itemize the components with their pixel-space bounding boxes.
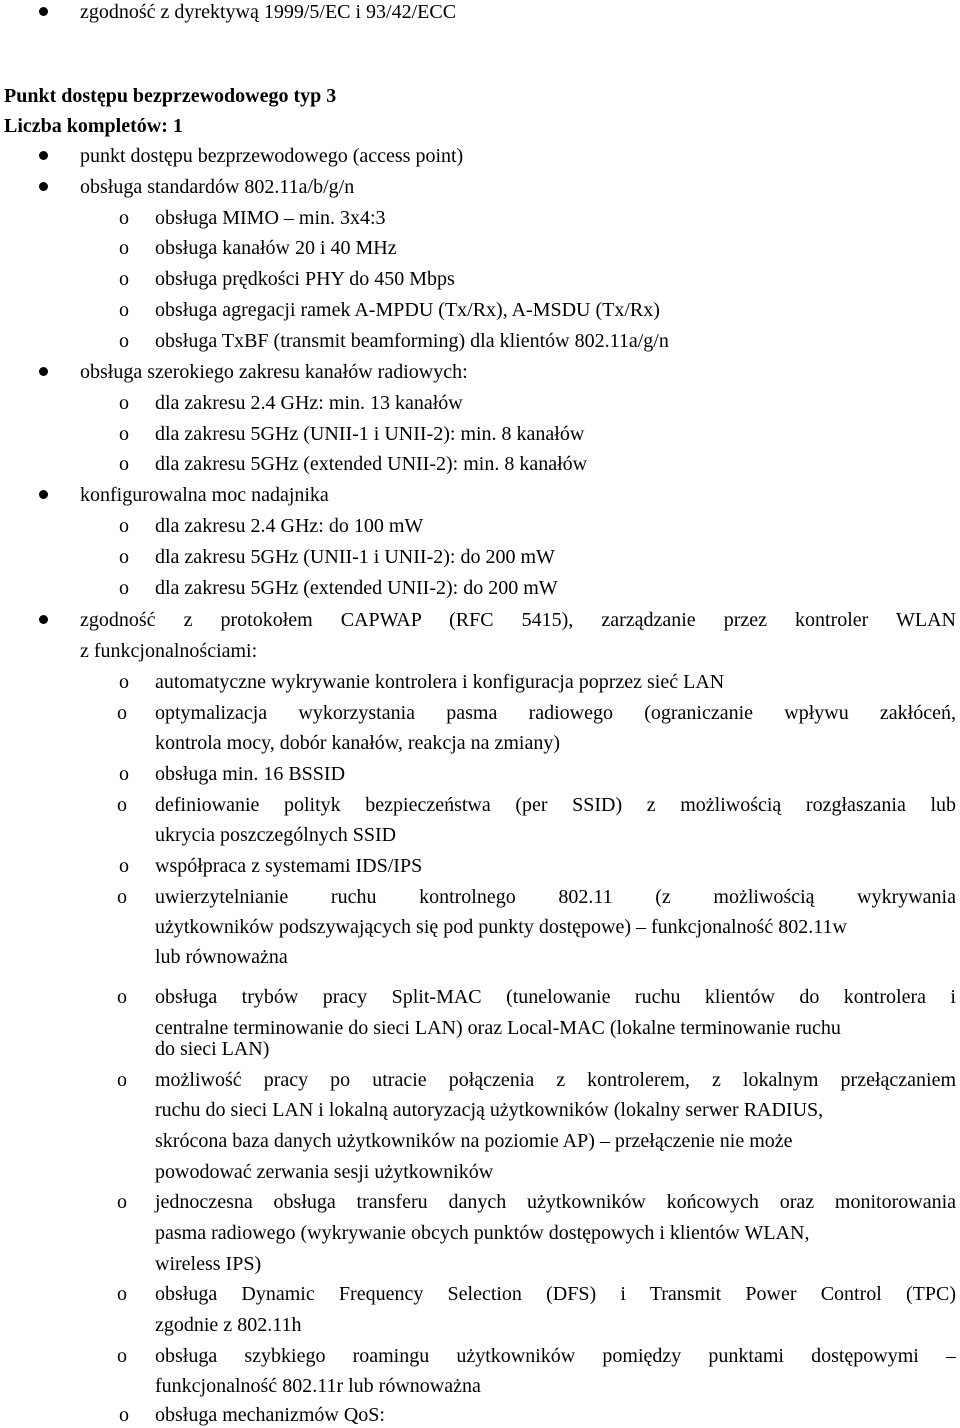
sub-bullet-marker: o (119, 453, 129, 475)
sub-list-item-continuation: kontrola mocy, dobór kanałów, reakcja na zmiany) (155, 732, 561, 754)
sub-bullet-marker: o (119, 855, 129, 877)
sub-bullet-marker: o (117, 702, 127, 724)
sub-list-item (119, 452, 956, 476)
bullet-icon (39, 182, 48, 191)
sub-list-item-continuation: centralne terminowanie do sieci LAN) oraz Local-MAC (lokalne terminowanie ruchu (155, 1017, 841, 1039)
sub-list-item-text: obsługa agregacji ramek A-MPDU (Tx/Rx), A-MSDU (Tx/Rx) (155, 299, 660, 321)
bullet-icon (39, 367, 48, 376)
list-item-text: obsługa standardów 802.11a/b/g/n (80, 176, 355, 198)
sub-list-item (119, 514, 956, 538)
sub-list-item (119, 329, 956, 353)
sub-list-item (119, 1403, 956, 1427)
sub-list-item-text: uwierzytelnianie ruchu kontrolnego 802.11 (z możliwością wykrywania (155, 886, 956, 908)
sub-list-item-continuation: ruchu do sieci LAN i lokalną autoryzacją użytkowników (lokalny serwer RADIUS, (155, 1099, 824, 1121)
sub-list-item (117, 1344, 956, 1368)
sub-list-item (119, 206, 956, 230)
sub-bullet-marker: o (119, 207, 129, 229)
list-item (80, 144, 956, 168)
sub-list-item (119, 854, 956, 878)
list-item (80, 0, 956, 24)
list-item-continuation: z funkcjonalnościami: (80, 640, 258, 662)
sub-list-item-text: obsługa trybów pracy Split-MAC (tunelowanie ruchu klientów do kontrolera i (155, 986, 956, 1008)
sub-bullet-marker: o (119, 268, 129, 290)
sub-bullet-marker: o (119, 299, 129, 321)
sub-list-item-text: obsługa min. 16 BSSID (155, 763, 346, 785)
sub-list-item-continuation: funkcjonalność 802.11r lub równoważna (155, 1375, 481, 1397)
sub-list-item-text: obsługa Dynamic Frequency Selection (DFS) i Transmit Power Control (TPC) (155, 1283, 956, 1305)
sub-bullet-marker: o (117, 1191, 127, 1213)
sub-list-item (119, 422, 956, 446)
sub-bullet-marker: o (119, 671, 129, 693)
sub-list-item-text: dla zakresu 2.4 GHz: min. 13 kanałów (155, 392, 463, 414)
sub-list-item-continuation: pasma radiowego (wykrywanie obcych punktów dostępowych i klientów WLAN, (155, 1222, 810, 1244)
sub-bullet-marker: o (119, 423, 129, 445)
sub-list-item (117, 985, 956, 1009)
sub-list-item-text: obsługa kanałów 20 i 40 MHz (155, 237, 397, 259)
sub-list-item-text: dla zakresu 2.4 GHz: do 100 mW (155, 515, 424, 537)
sub-bullet-marker: o (119, 577, 129, 599)
sub-list-item-continuation: do sieci LAN) (155, 1038, 270, 1060)
sub-list-item-continuation: powodować zerwania sesji użytkowników (155, 1161, 494, 1183)
list-item-text: zgodność z dyrektywą 1999/5/EC i 93/42/ECC (80, 1, 457, 23)
sub-list-item (117, 701, 956, 725)
section-count: Liczba kompletów: 1 (4, 115, 183, 137)
sub-list-item (119, 762, 956, 786)
sub-bullet-marker: o (119, 546, 129, 568)
sub-bullet-marker: o (117, 1345, 127, 1367)
sub-bullet-marker: o (119, 237, 129, 259)
sub-list-item (119, 236, 956, 260)
sub-list-item-text: automatyczne wykrywanie kontrolera i konfiguracja poprzez sieć LAN (155, 671, 725, 693)
sub-bullet-marker: o (119, 1404, 129, 1426)
sub-list-item-text: dla zakresu 5GHz (UNII-1 i UNII-2): do 200 mW (155, 546, 555, 568)
bullet-icon (39, 615, 48, 624)
sub-list-item-continuation: lub równoważna (155, 946, 288, 968)
sub-list-item-text: jednoczesna obsługa transferu danych użytkowników końcowych oraz monitorowania (155, 1191, 956, 1213)
sub-list-item (117, 793, 956, 817)
sub-list-item-continuation: skrócona baza danych użytkowników na poziomie AP) – przełączenie nie może (155, 1130, 793, 1152)
sub-list-item-continuation: zgodnie z 802.11h (155, 1314, 302, 1336)
list-item (80, 360, 956, 384)
list-item-text: obsługa szerokiego zakresu kanałów radiowych: (80, 361, 468, 383)
sub-bullet-marker: o (117, 1283, 127, 1305)
sub-bullet-marker: o (119, 763, 129, 785)
sub-list-item-text: współpraca z systemami IDS/IPS (155, 855, 423, 877)
list-item (80, 175, 956, 199)
list-item-text: zgodność z protokołem CAPWAP (RFC 5415), zarządzanie przez kontroler WLAN (80, 609, 956, 631)
sub-bullet-marker: o (117, 794, 127, 816)
sub-list-item-text: optymalizacja wykorzystania pasma radiowego (ograniczanie wpływu zakłóceń, (155, 702, 956, 724)
list-item (80, 483, 956, 507)
sub-list-item-text: definiowanie polityk bezpieczeństwa (per SSID) z możliwością rozgłaszania lub (155, 794, 956, 816)
sub-list-item (117, 885, 956, 909)
sub-list-item-text: możliwość pracy po utracie połączenia z kontrolerem, z lokalnym przełączaniem (155, 1069, 956, 1091)
sub-list-item (119, 670, 956, 694)
sub-list-item-continuation: wireless IPS) (155, 1253, 262, 1275)
sub-list-item (117, 1068, 956, 1092)
sub-list-item (119, 576, 956, 600)
bullet-icon (39, 490, 48, 499)
sub-list-item (119, 267, 956, 291)
sub-bullet-marker: o (119, 515, 129, 537)
bullet-icon (39, 151, 48, 160)
sub-bullet-marker: o (117, 1069, 127, 1091)
sub-list-item-text: obsługa szybkiego roamingu użytkowników pomiędzy punktami dostępowymi – (155, 1345, 956, 1367)
sub-list-item-text: dla zakresu 5GHz (UNII-1 i UNII-2): min. 8 kanałów (155, 423, 585, 445)
sub-list-item (117, 1282, 956, 1306)
sub-bullet-marker: o (119, 392, 129, 414)
sub-list-item (117, 1190, 956, 1214)
sub-list-item (119, 545, 956, 569)
sub-bullet-marker: o (117, 986, 127, 1008)
sub-list-item-continuation: użytkowników podszywających się pod punkty dostępowe) – funkcjonalność 802.11w (155, 916, 847, 938)
sub-list-item (119, 391, 956, 415)
sub-list-item-continuation: ukrycia poszczególnych SSID (155, 824, 397, 846)
list-item-text: konfigurowalna moc nadajnika (80, 484, 329, 506)
section-title: Punkt dostępu bezprzewodowego typ 3 (4, 85, 337, 107)
sub-list-item (119, 298, 956, 322)
bullet-icon (39, 7, 48, 16)
sub-list-item-text: dla zakresu 5GHz (extended UNII-2): min. 8 kanałów (155, 453, 588, 475)
sub-bullet-marker: o (119, 330, 129, 352)
sub-bullet-marker: o (117, 886, 127, 908)
sub-list-item-text: obsługa TxBF (transmit beamforming) dla klientów 802.11a/g/n (155, 330, 669, 352)
sub-list-item-text: obsługa MIMO – min. 3x4:3 (155, 207, 386, 229)
list-item-text: punkt dostępu bezprzewodowego (access point) (80, 145, 464, 167)
sub-list-item-text: dla zakresu 5GHz (extended UNII-2): do 200 mW (155, 577, 558, 599)
sub-list-item-text: obsługa mechanizmów QoS: (155, 1404, 385, 1426)
sub-list-item-text: obsługa prędkości PHY do 450 Mbps (155, 268, 455, 290)
list-item (80, 608, 956, 632)
